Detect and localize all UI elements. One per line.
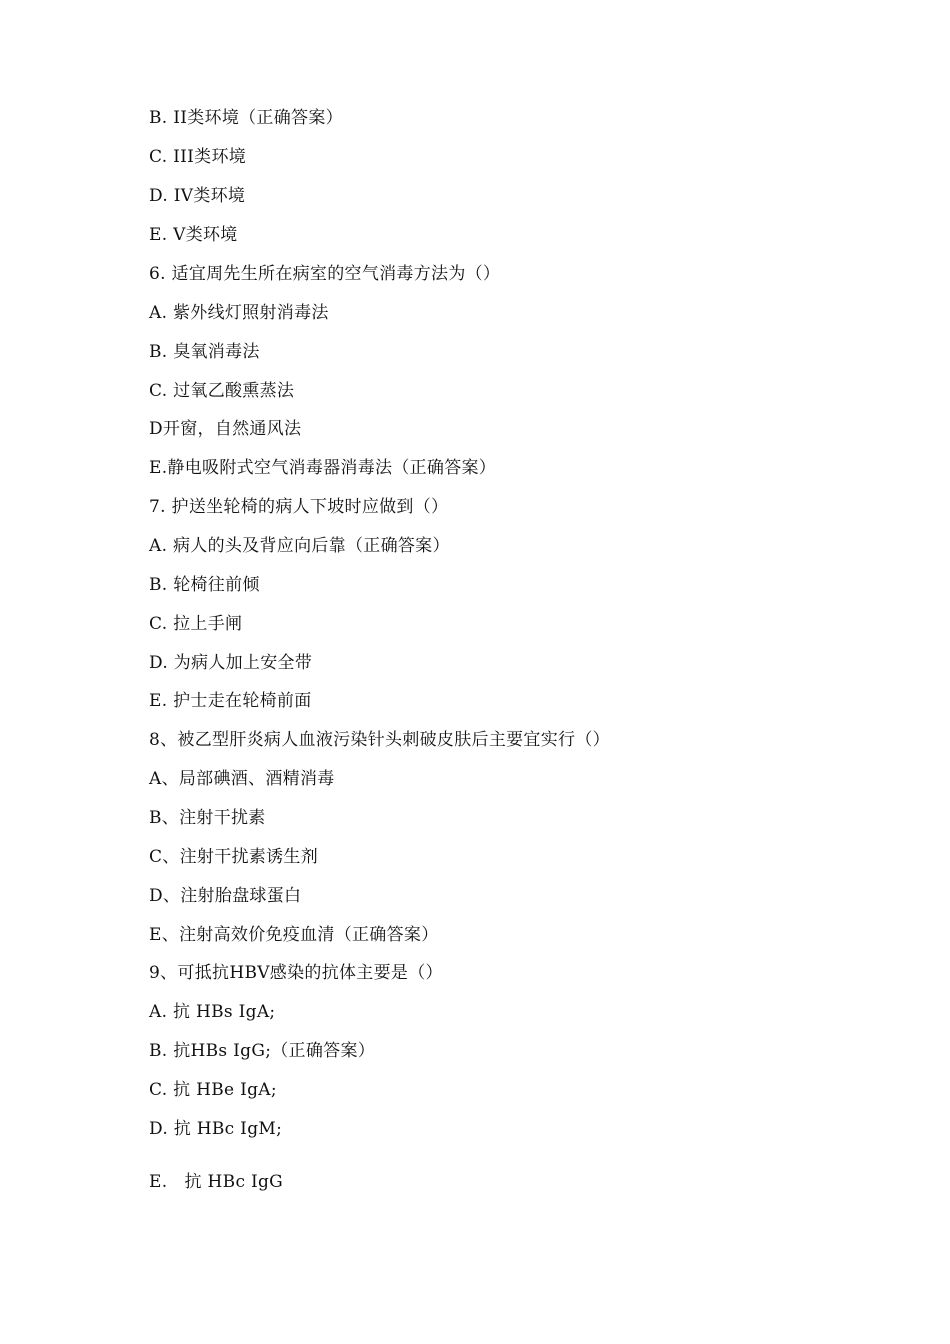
option-line: B. 抗HBs IgG;（正确答案）: [149, 1041, 376, 1061]
option-line: D开窗，自然通风法: [149, 419, 302, 439]
option-line: C. III类环境: [149, 147, 247, 167]
option-line: B. II类环境（正确答案）: [149, 108, 343, 128]
option-line: C. 抗 HBe IgA;: [149, 1080, 277, 1100]
option-line: E.静电吸附式空气消毒器消毒法（正确答案）: [149, 458, 497, 478]
option-line: E. 护士走在轮椅前面: [149, 691, 312, 711]
option-line: B. 轮椅往前倾: [149, 575, 260, 595]
option-line: B、注射干扰素: [149, 808, 266, 828]
option-line: E. V类环境: [149, 225, 238, 245]
option-line: E、注射高效价免疫血清（正确答案）: [149, 925, 439, 945]
option-line: E. 抗 HBc IgG: [149, 1172, 284, 1192]
option-line: A. 病人的头及背应向后靠（正确答案）: [149, 536, 450, 556]
option-line: A. 紫外线灯照射消毒法: [149, 303, 329, 323]
question-line: 7. 护送坐轮椅的病人下坡时应做到（）: [149, 497, 449, 517]
option-line: C. 过氧乙酸熏蒸法: [149, 381, 295, 401]
question-line: 9、可抵抗HBV感染的抗体主要是（）: [149, 963, 443, 983]
option-line: A、局部碘酒、酒精消毒: [149, 769, 335, 789]
option-line: C、注射干扰素诱生剂: [149, 847, 319, 867]
option-line: C. 拉上手闸: [149, 614, 243, 634]
option-line: D. 为病人加上安全带: [149, 653, 313, 673]
option-line: D. IV类环境: [149, 186, 246, 206]
option-line: A. 抗 HBs IgA;: [149, 1002, 276, 1022]
question-line: 8、被乙型肝炎病人血液污染针头刺破皮肤后主要宜实行（）: [149, 730, 610, 750]
option-line: D、注射胎盘球蛋白: [149, 886, 302, 906]
option-line: D. 抗 HBc IgM;: [149, 1119, 283, 1139]
question-line: 6. 适宜周先生所在病室的空气消毒方法为（）: [149, 264, 501, 284]
option-line: B. 臭氧消毒法: [149, 342, 260, 362]
